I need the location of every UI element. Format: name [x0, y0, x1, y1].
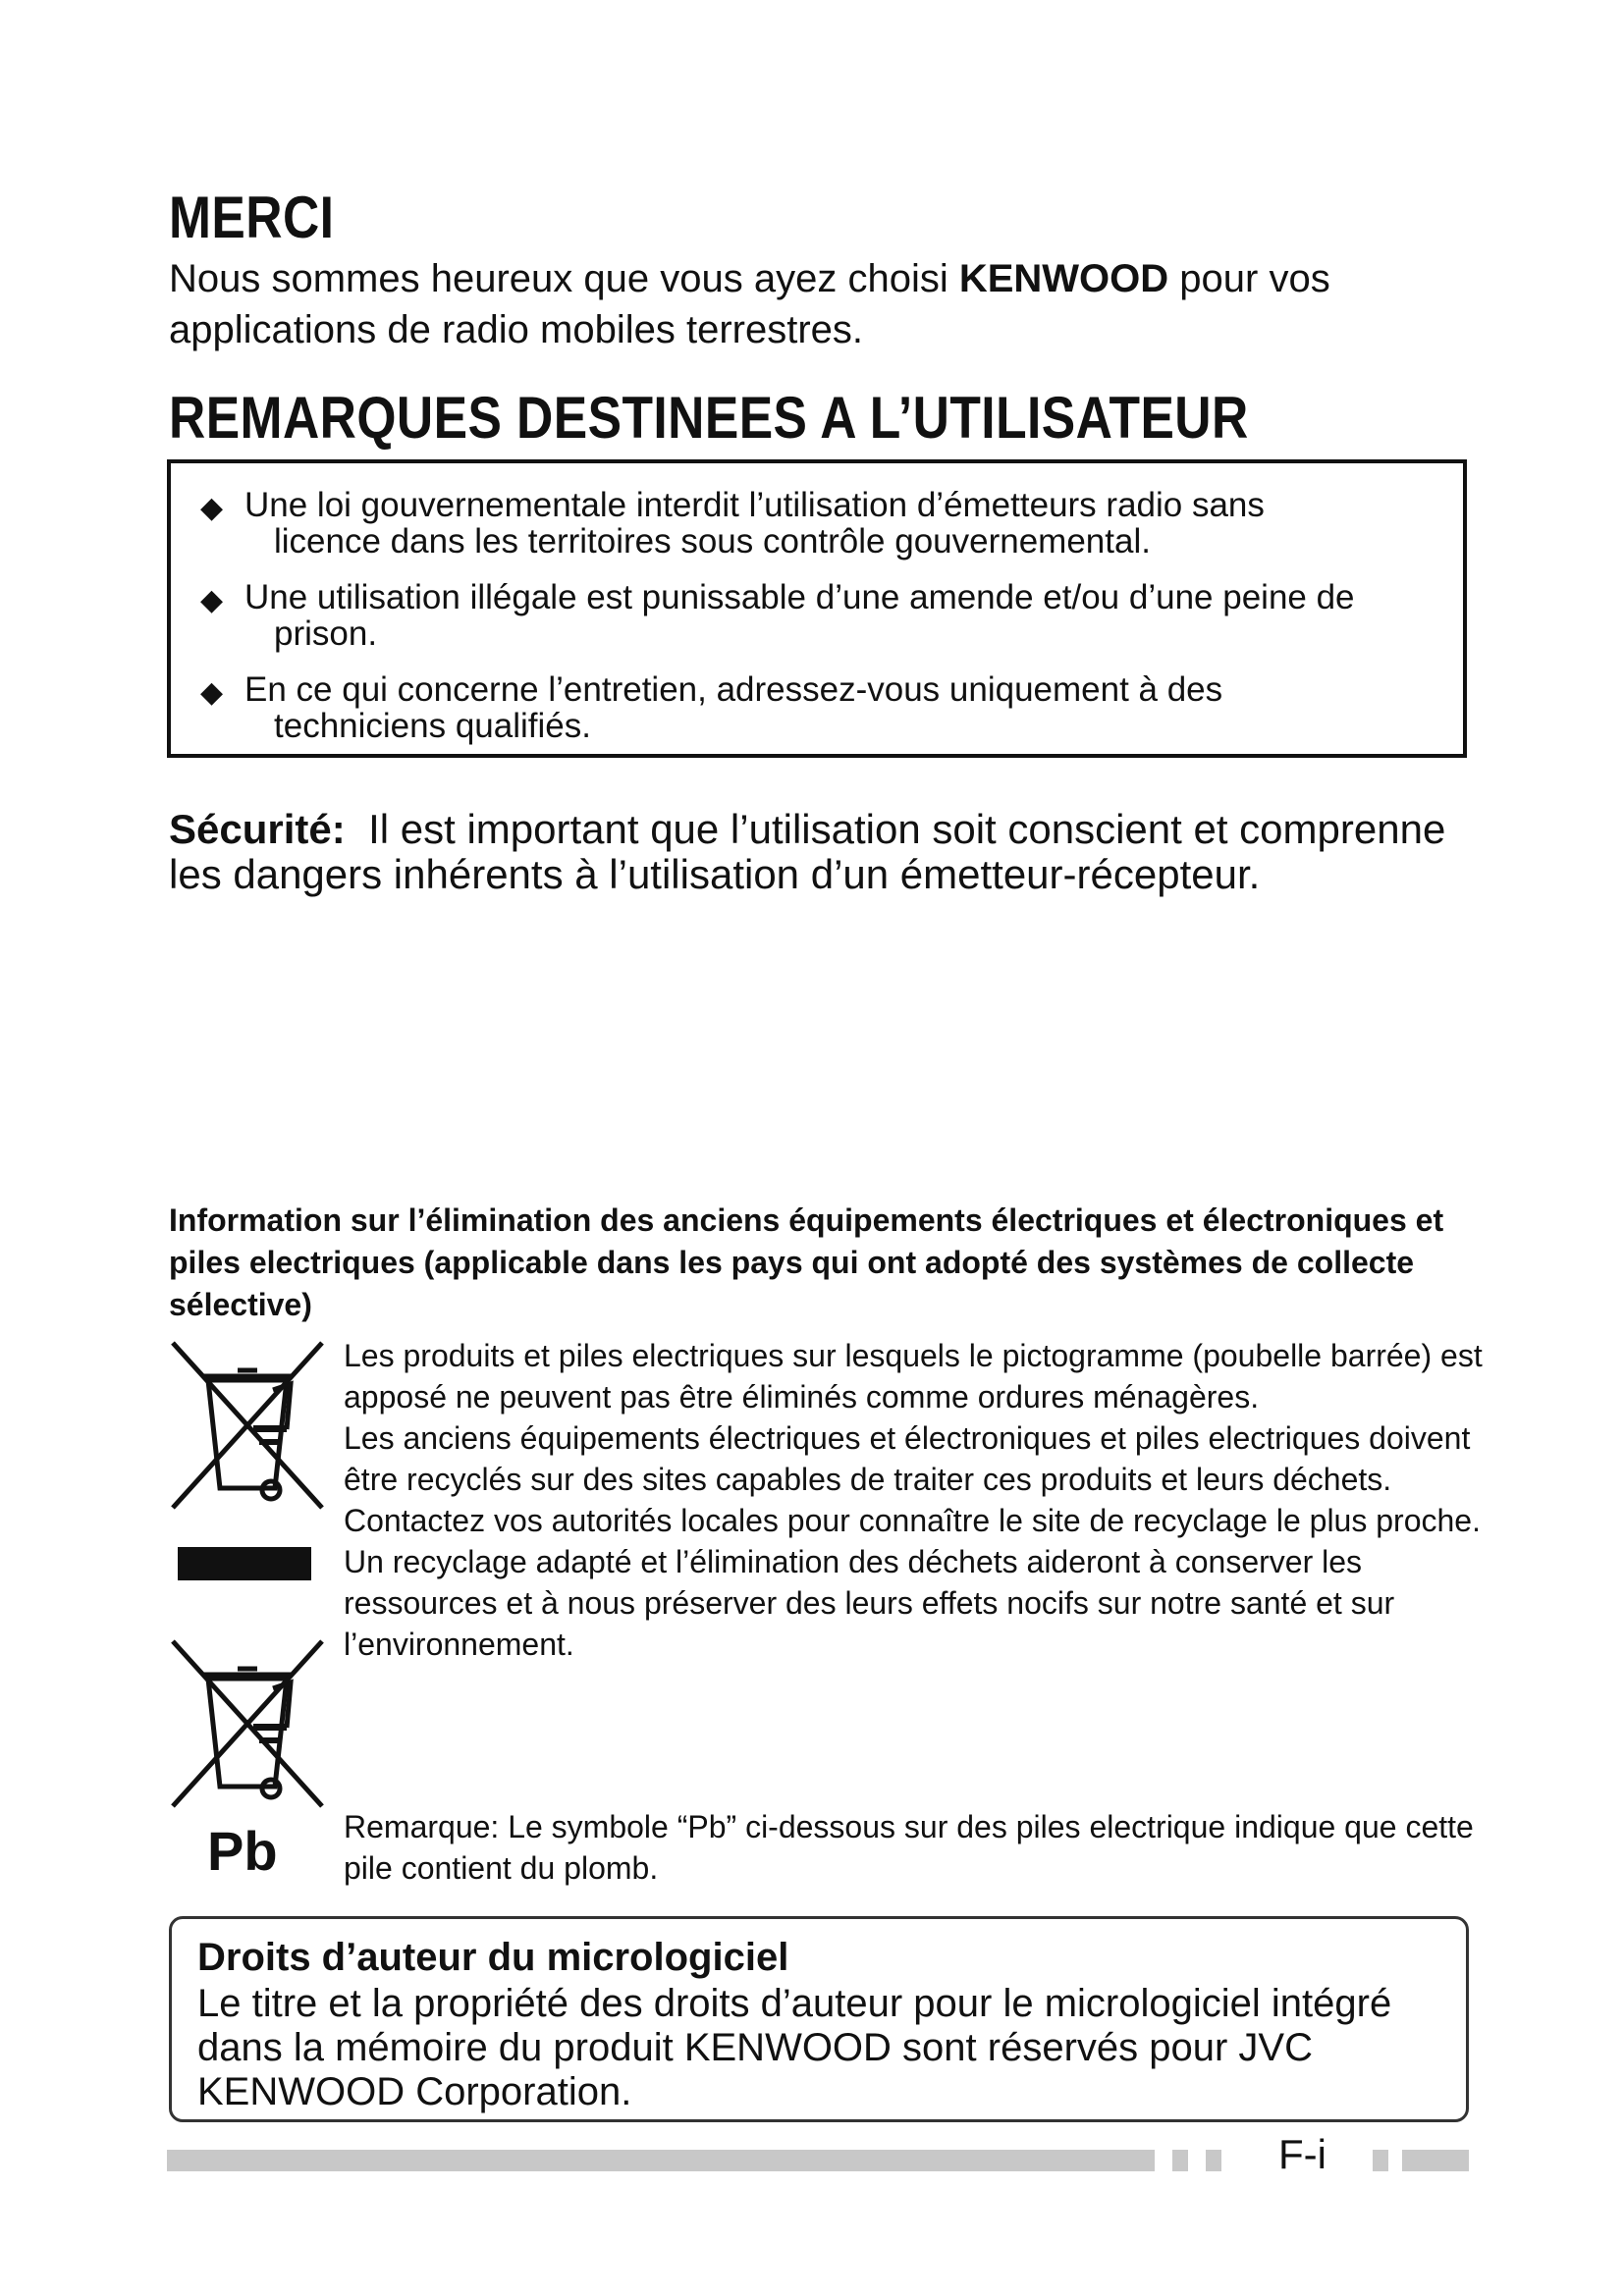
weee-body: Les produits et piles electriques sur lesquels le pictogramme (poubelle barrée) est apposé ne peuvent pas être éliminés comme ordures ménagères. Les anciens équipements électriques et électroniques et piles electriques doivent être recyclés sur des sites capables de traiter ces produits et leurs déchets. Contactez vos autorités locales pour connaître le site de recyclage le plus proche. Un recyclage adapté et l’élimination des déchets aideront à conserver les ressources et à nous préserver des leurs effets nocifs sur notre santé et sur l’environnement.	[344, 1338, 1483, 1662]
brand-name: KENWOOD	[958, 257, 1169, 300]
diamond-bullet-icon: ◆	[200, 584, 224, 616]
black-bar-marker	[178, 1547, 311, 1580]
firmware-copyright-title: Droits d’auteur du micrologiciel	[197, 1936, 789, 1979]
securite-paragraph: Sécurité: Il est important que l’utilisation soit conscient et comprenne les dangers inhérents à l’utilisation d’un émetteur-récepteur.	[169, 806, 1446, 897]
footer-rule	[167, 2150, 1155, 2171]
firmware-copyright-box	[169, 1916, 1469, 2122]
footer-square	[1172, 2150, 1188, 2171]
footer-square	[1373, 2150, 1388, 2171]
notice-bullet: ◆ Une utilisation illégale est punissable d’une amende et/ou d’une peine de prison.	[200, 578, 1355, 653]
diamond-bullet-icon: ◆	[200, 492, 224, 524]
crossed-out-wheelie-bin-icon	[169, 1639, 326, 1812]
weee-heading: Information sur l’élimination des anciens équipements électriques et électroniques et piles electriques (applicable dans les pays qui ont adopté des systèmes de collecte sélective)	[169, 1202, 1444, 1322]
remarques-heading: REMARQUES DESTINEES A L’UTILISATEUR	[169, 385, 1249, 451]
notice-box	[167, 459, 1467, 758]
firmware-copyright-text: Le titre et la propriété des droits d’auteur pour le micrologiciel intégré dans la mémoire du produit KENWOOD sont réservés pour JVC KENWOOD Corporation.	[197, 1982, 1392, 2113]
securite-label: Sécurité:	[169, 806, 346, 852]
pb-symbol: Pb	[207, 1820, 278, 1882]
merci-text: Nous sommes heureux que vous ayez choisi KENWOOD pour vos applications de radio mobiles terrestres.	[169, 257, 1330, 351]
weee-note: Remarque: Le symbole “Pb” ci-dessous sur des piles electrique indique que cette pile contient du plomb.	[344, 1809, 1474, 1886]
merci-heading: MERCI	[169, 185, 335, 250]
crossed-out-wheelie-bin-icon	[169, 1341, 326, 1514]
notice-bullet: ◆ Une loi gouvernementale interdit l’utilisation d’émetteurs radio sans licence dans les territoires sous contrôle gouvernemental.	[200, 486, 1265, 561]
notice-bullet: ◆ En ce qui concerne l’entretien, adressez-vous uniquement à des techniciens qualifiés.	[200, 670, 1223, 745]
page-number: F-i	[1278, 2131, 1326, 2177]
footer-square	[1206, 2150, 1221, 2171]
diamond-bullet-icon: ◆	[200, 676, 224, 709]
footer-rule	[1402, 2150, 1469, 2171]
